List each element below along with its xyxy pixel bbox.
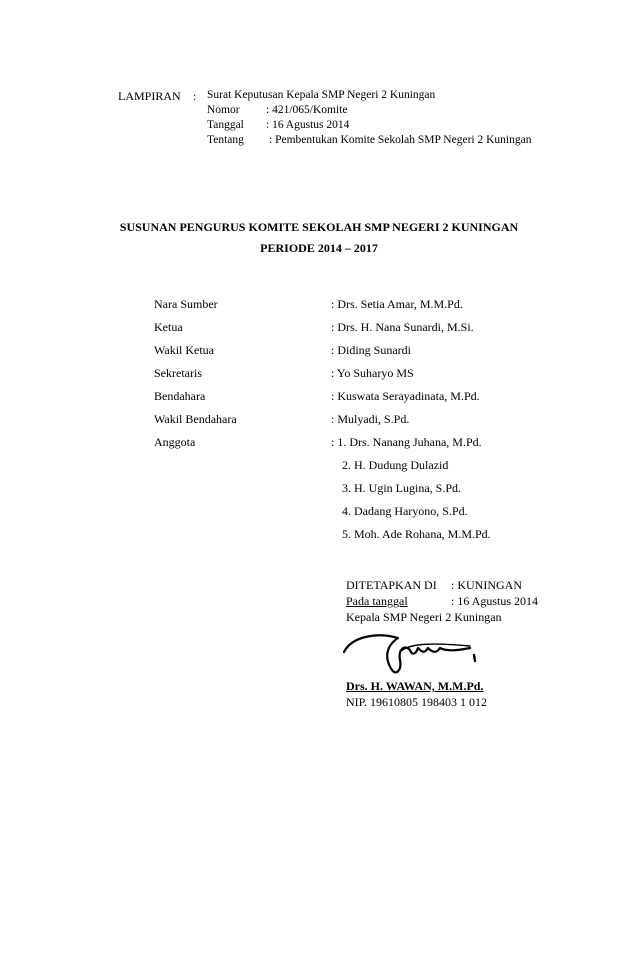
- nomor-value: : 421/065/Komite: [266, 104, 348, 116]
- pada-tanggal-label: Pada tanggal: [346, 594, 408, 608]
- roster-name: : Drs. Setia Amar, M.M.Pd.: [331, 297, 463, 311]
- signer-nip: NIP. 19610805 198403 1 012: [346, 695, 488, 709]
- roster-role: Anggota: [154, 435, 196, 449]
- pada-tanggal-value: : 16 Agustus 2014: [451, 594, 539, 608]
- roster-name: : Yo Suharyo MS: [331, 366, 414, 380]
- signer-position: Kepala SMP Negeri 2 Kuningan: [346, 610, 502, 624]
- roster-role: Sekretaris: [154, 366, 202, 380]
- roster-role: Wakil Bendahara: [154, 412, 237, 426]
- ditetapkan-value: : KUNINGAN: [451, 578, 522, 592]
- member-item: 4. Dadang Haryono, S.Pd.: [342, 504, 468, 518]
- roster-name: : Kuswata Serayadinata, M.Pd.: [331, 389, 480, 403]
- tanggal-label: Tanggal: [207, 119, 244, 131]
- member-item: 3. H. Ugin Lugina, S.Pd.: [342, 481, 462, 495]
- roster-name: : Drs. H. Nana Sunardi, M.Si.: [331, 320, 474, 334]
- lampiran-label: LAMPIRAN: [118, 89, 181, 103]
- lampiran-surat: Surat Keputusan Kepala SMP Negeri 2 Kuningan: [207, 89, 436, 101]
- roster-name: : 1. Drs. Nanang Juhana, M.Pd.: [331, 435, 482, 449]
- signature-image: [338, 622, 478, 678]
- member-item: 2. H. Dudung Dulazid: [342, 458, 449, 472]
- roster-role: Ketua: [154, 320, 183, 334]
- signer-name: Drs. H. WAWAN, M.M.Pd.: [346, 679, 484, 693]
- nomor-label: Nomor: [207, 104, 240, 116]
- roster-role: Nara Sumber: [154, 297, 218, 311]
- tanggal-value: : 16 Agustus 2014: [266, 119, 350, 131]
- roster-role: Wakil Ketua: [154, 343, 215, 357]
- tentang-value: : Pembentukan Komite Sekolah SMP Negeri 2 Kuningan: [269, 134, 532, 146]
- roster-name: : Mulyadi, S.Pd.: [331, 412, 410, 426]
- member-item: 5. Moh. Ade Rohana, M.M.Pd.: [342, 527, 491, 541]
- document-title: SUSUNAN PENGURUS KOMITE SEKOLAH SMP NEGERI 2 KUNINGAN: [119, 220, 519, 234]
- ditetapkan-label: DITETAPKAN DI: [346, 578, 437, 592]
- pada-tanggal-row: [346, 594, 543, 609]
- tentang-label: Tentang: [207, 134, 244, 146]
- roster-role: Bendahara: [154, 389, 206, 403]
- document-period: PERIODE 2014 – 2017: [260, 241, 378, 255]
- lampiran-colon: :: [193, 89, 197, 103]
- roster-name: : Diding Sunardi: [331, 343, 411, 357]
